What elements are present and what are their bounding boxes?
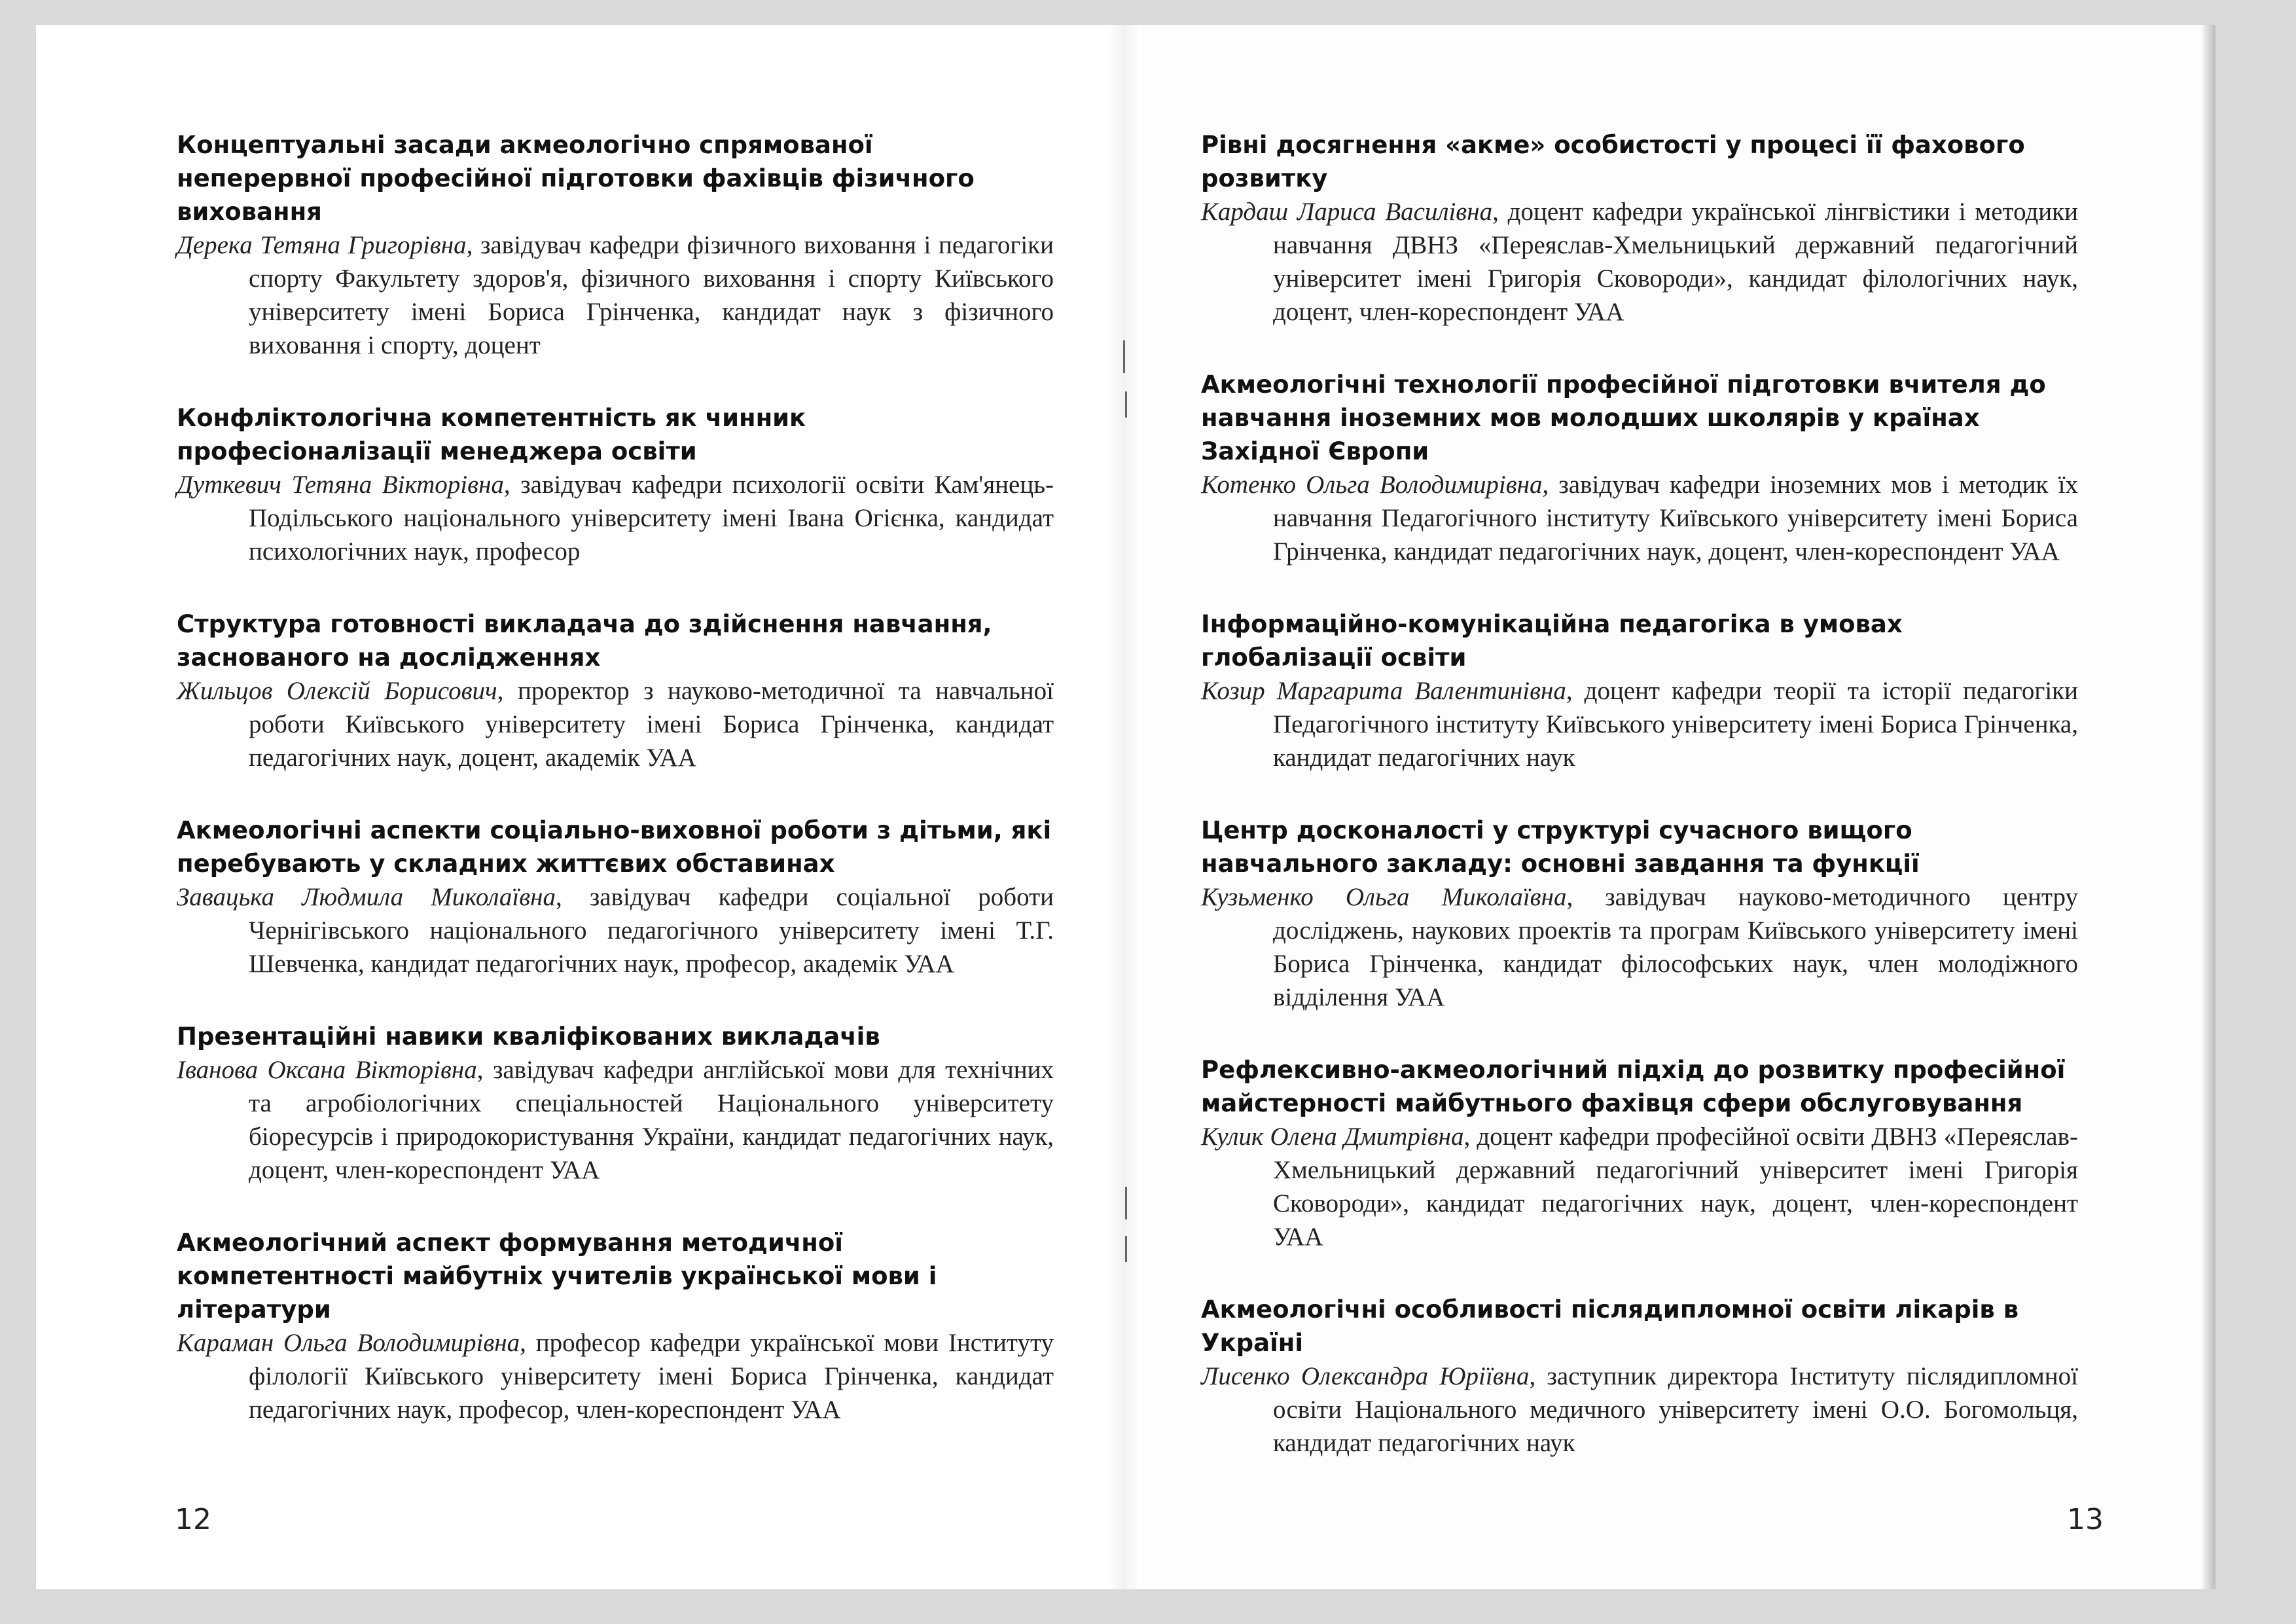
author-description: , заступник директора Інституту післядипломної освіти Національного медичного університету імені О.О. Богомольця, кандидат педагогічних наук <box>1273 1362 2078 1457</box>
author-description: , доцент кафедри теорії та історії педагогіки Педагогічного інституту Київського університету імені Бориса Грінченка, кандидат педагогічних наук <box>1273 677 2078 772</box>
entry-title: Рефлексивно-акмеологічний підхід до розвитку професійної майстерності майбутнього фахівця сфери обслуговування <box>1201 1056 2066 1117</box>
entry-body <box>177 674 1054 774</box>
list-item <box>1201 368 2078 568</box>
entry-title: Центр досконалості у структурі сучасного вищого навчального закладу: основні завдання та функції <box>1201 816 1920 878</box>
entry-body <box>1201 880 2078 1014</box>
list-item <box>177 128 1054 362</box>
list-item <box>177 1020 1054 1187</box>
book-spread <box>36 25 2215 1589</box>
author-description: , завідувач кафедри психології освіти Кам'янець-Подільського національного університету імені Івана Огієнка, кандидат психологічних наук, професор <box>249 471 1054 566</box>
scan-mark <box>1125 391 1127 418</box>
author-name: Котенко Ольга Володимирівна <box>1201 471 1543 499</box>
author-name: Кардаш Лариса Василівна <box>1201 198 1493 226</box>
entry-title: Акмеологічні особливості післядипломної освіти лікарів в Україні <box>1201 1295 2019 1357</box>
list-item <box>1201 128 2078 329</box>
list-item <box>1201 607 2078 774</box>
entry-body <box>177 468 1054 568</box>
list-item <box>177 814 1054 981</box>
author-description: , завідувач кафедри соціальної роботи Чернігівського національного педагогічного університету імені Т.Г. Шевченка, кандидат педагогічних наук, професор, академік УАА <box>249 883 1054 978</box>
entry-body <box>1201 674 2078 774</box>
entry-body <box>177 880 1054 981</box>
author-name: Іванова Оксана Вікторівна <box>177 1056 477 1084</box>
entry-body <box>177 1326 1054 1426</box>
author-name: Дерека Тетяна Григорівна <box>177 231 467 259</box>
author-description: , доцент кафедри української лінгвістики і методики навчання ДВНЗ «Переяслав-Хмельницький державний педагогічний університет імені Григорія Сковороди», кандидат філологічних наук, доцент, член-кореспондент УАА <box>1273 198 2078 326</box>
entry-title: Акмеологічний аспект формування методичної компетентності майбутніх учителів української мови і літератури <box>177 1229 937 1324</box>
list-item <box>1201 814 2078 1014</box>
entry-title: Структура готовності викладача до здійснення навчання, заснованого на дослідженнях <box>177 610 992 672</box>
author-name: Лисенко Олександра Юріївна <box>1201 1362 1530 1390</box>
author-description: , завідувач кафедри фізичного виховання і педагогіки спорту Факультету здоров'я, фізичного виховання і спорту Київського університету імені Бориса Грінченка, кандидат наук з фізичного виховання і спорту, доцент <box>249 231 1054 359</box>
entry-body <box>1201 1360 2078 1460</box>
author-name: Козир Маргарита Валентинівна <box>1201 677 1566 705</box>
author-name: Завацька Людмила Миколаївна <box>177 883 556 911</box>
author-description: , професор кафедри української мови Інституту філології Київського університету імені Бориса Грінченка, кандидат педагогічних наук, професор, член-кореспондент УАА <box>249 1329 1054 1424</box>
page-number-left: 12 <box>175 1503 211 1536</box>
entry-title: Концептуальні засади акмеологічно спрямованої неперервної професійної підготовки фахівців фізичного виховання <box>177 131 975 226</box>
entry-title: Інформаційно-комунікаційна педагогіка в умовах глобалізації освіти <box>1201 610 1903 672</box>
author-name: Кулик Олена Дмитрівна <box>1201 1123 1464 1151</box>
scan-mark <box>1123 340 1125 373</box>
list-item <box>177 1226 1054 1426</box>
scan-mark <box>1125 1187 1127 1219</box>
list-item <box>177 401 1054 568</box>
entry-title: Конфліктологічна компетентність як чинник професіоналізації менеджера освіти <box>177 404 806 465</box>
left-column <box>177 128 1054 1466</box>
author-name: Жильцов Олексій Борисович <box>177 677 497 705</box>
page-edge-shadow <box>2202 25 2215 1589</box>
right-column <box>1201 128 2078 1499</box>
author-description: , завідувач науково-методичного центру досліджень, наукових проектів та програм Київського університету імені Бориса Грінченка, кандидат філософських наук, член молодіжного відділення УАА <box>1273 883 2078 1011</box>
entry-title: Презентаційні навики кваліфікованих викладачів <box>177 1022 880 1051</box>
author-description: , доцент кафедри професійної освіти ДВНЗ «Переяслав-Хмельницький державний педагогічний університет імені Григорія Сковороди», кандидат педагогічних наук, доцент, член-кореспондент УАА <box>1273 1123 2078 1251</box>
entry-body <box>1201 1120 2078 1254</box>
author-name: Дуткевич Тетяна Вікторівна <box>177 471 504 499</box>
entry-title: Акмеологічні аспекти соціально-виховної роботи з дітьми, які перебувають у складних життєвих обставинах <box>177 816 1052 878</box>
entry-body <box>1201 195 2078 329</box>
author-name: Кузьменко Ольга Миколаївна <box>1201 883 1567 911</box>
entry-title: Акмеологічні технології професійної підготовки вчителя до навчання іноземних мов молодших школярів у країнах Західної Європи <box>1201 370 2046 465</box>
author-description: , завідувач кафедри іноземних мов і методик їх навчання Педагогічного інституту Київського університету імені Бориса Грінченка, кандидат педагогічних наук, доцент, член-кореспондент УАА <box>1273 471 2078 566</box>
list-item <box>177 607 1054 774</box>
entry-title: Рівні досягнення «акме» особистості у процесі її фахового розвитку <box>1201 131 2025 192</box>
page-number-right: 13 <box>2067 1503 2104 1536</box>
entry-body <box>1201 468 2078 568</box>
scan-mark <box>1125 1236 1127 1262</box>
author-description: , проректор з науково-методичної та навчальної роботи Київського університету імені Бориса Грінченка, кандидат педагогічних наук, доцент, академік УАА <box>249 677 1054 772</box>
book-gutter <box>1109 25 1142 1589</box>
list-item <box>1201 1293 2078 1460</box>
author-description: , завідувач кафедри англійської мови для технічних та агробіологічних спеціальностей Національного університету біоресурсів і природокористування України, кандидат педагогічних наук, доцент, член-кореспондент УАА <box>249 1056 1054 1184</box>
author-name: Караман Ольга Володимирівна <box>177 1329 520 1357</box>
entry-body <box>177 1053 1054 1187</box>
entry-body <box>177 228 1054 362</box>
list-item <box>1201 1053 2078 1254</box>
